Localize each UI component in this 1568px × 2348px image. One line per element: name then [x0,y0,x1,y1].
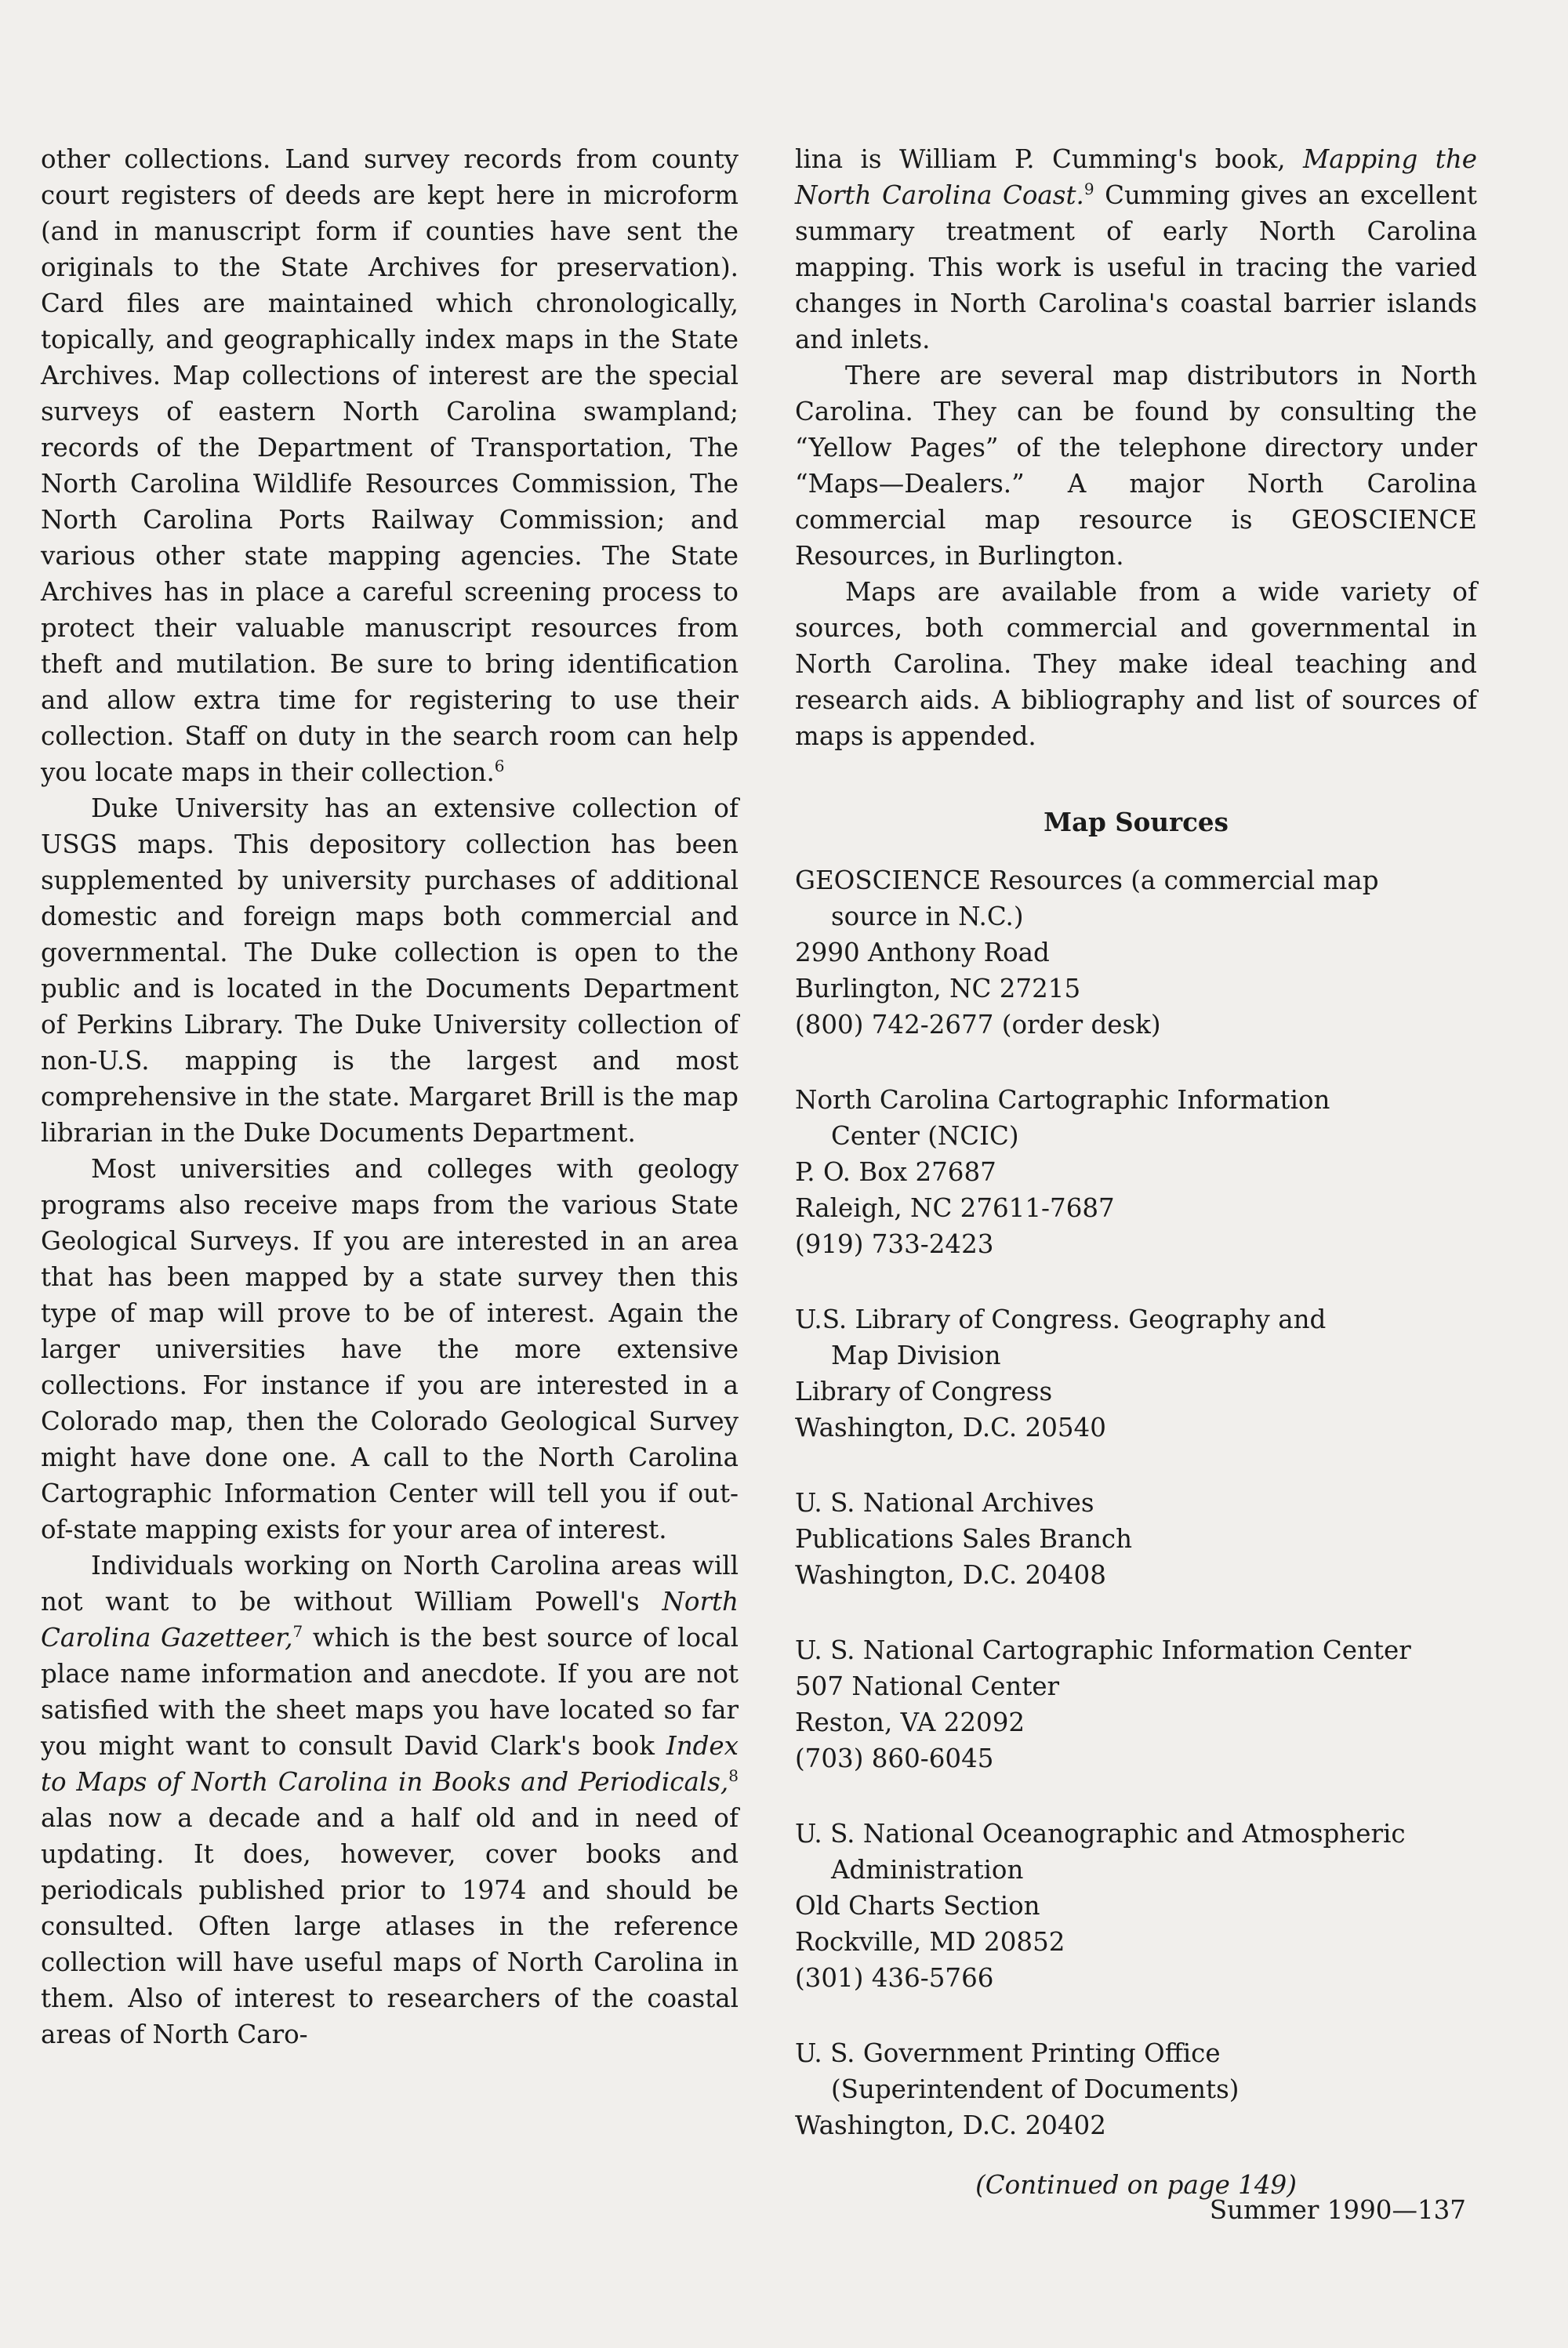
paragraph: other collections. Land survey records from county court registers of deeds are kept here in microform (and in manuscript form if counties have sent the originals to the State Archives for preservation). Card files are maintained which chronologically, topically, and geographically index maps in the State Archives. Map collections of interest are the special surveys of eastern North Carolina swampland; records of the Department of Transportation, The North Carolina Wildlife Resources Commission, The North Carolina Ports Railway Commission; and various other state mapping agencies. The State Archives has in place a careful screening process to protect their valuable manuscript resources from theft and mutilation. Be sure to bring identification and allow extra time for registering to use their collection. Staff on duty in the search room can help you locate maps in their collection.$^6$ [41,144,739,787]
source-entry: U.S. Library of Congress. Geography and Map Division Library of Congress Washington, D.C. 20540 [795,1305,1327,1443]
footnote-ref: 9 [1083,180,1094,199]
continued-note: (Continued on page 149) [975,2170,1297,2200]
paragraph: Duke University has an extensive collection of USGS maps. This depository collection has been supplemented by university purchases of additional domestic and foreign maps both commercial and governmental. The Duke collection is open to the public and is located in the Documents Department of Perkins Library. The Duke University collection of non-U.S. mapping is the largest and most comprehensive in the state. Margaret Brill is the map librarian in the Duke Documents Department. [41,793,739,1148]
source-entry: GEOSCIENCE Resources (a commercial map source in N.C.) 2990 Anthony Road Burlington, NC 27215 (800) 742-2677 (order desk) [795,866,1379,1040]
source-entry: North Carolina Cartographic Information Center (NCIC) P. O. Box 27687 Raleigh, NC 27611-7687 (919) 733-2423 [795,1085,1330,1259]
source-entry: U. S. National Archives Publications Sales Branch Washington, D.C. 20408 [795,1488,1133,1590]
source-entry: U. S. National Cartographic Information Center 507 National Center Reston, VA 22092 (703) 860-6045 [795,1635,1411,1773]
book-title: Index to Maps of North Carolina in Books and Periodicals, [41,1731,739,1797]
book-title: North Carolina Gazetteer, [41,1587,739,1653]
footnote-ref: 8 [728,1766,739,1786]
map-sources-heading: Map Sources [1044,807,1229,837]
left-column [41,141,739,2052]
footnote-ref: 7 [292,1622,303,1642]
right-column [795,141,1477,2203]
book-title: Mapping the North Carolina Coast. [795,144,1477,210]
paragraph: lina is William P. Cumming's book, Mapping the North Carolina Coast.$^9$ Cumming gives an excellent summary treatment of early North Carolina mapping. This work is useful in tracing the varied changes in North Carolina's coastal barrier islands and inlets. [795,144,1477,354]
source-entry: U. S. Government Printing Office (Superintendent of Documents) Washington, D.C. 20402 [795,2038,1240,2140]
paragraph: Individuals working on North Carolina areas will not want to be without William Powell's North Carolina Gazetteer,$^7$ which is the best source of local place name information and anecdote. If you are not satisfied with the sheet maps you have located so far you might want to consult David Clark's book Index to Maps of North Carolina in Books and Periodicals,$^8$ alas now a decade and a half old and in need of updating. It does, however, cover books and periodicals published prior to 1974 and should be consulted. Often large atlases in the reference collection will have useful maps of North Carolina in them. Also of interest to researchers of the coastal areas of North Caro- [41,1551,739,2049]
footnote-ref: 6 [494,757,505,776]
source-entry: U. S. National Oceanographic and Atmospheric Administration Old Charts Section Rockville, MD 20852 (301) 436-5766 [795,1819,1406,1993]
page-folio: Summer 1990—137 [1209,2195,1466,2225]
paragraph: Maps are available from a wide variety of sources, both commercial and governmental in North Carolina. They make ideal teaching and research aids. A bibliography and list of sources of maps is appended. [795,577,1477,751]
paragraph: Most universities and colleges with geology programs also receive maps from the various State Geological Surveys. If you are interested in an area that has been mapped by a state survey then this type of map will prove to be of interest. Again the larger universities have the more extensive collections. For instance if you are interested in a Colorado map, then the Colorado Geological Survey might have done one. A call to the North Carolina Cartographic Information Center will tell you if out-of-state mapping exists for your area of interest. [41,1154,739,1544]
paragraph: There are several map distributors in North Carolina. They can be found by consulting the “Yellow Pages” of the telephone directory under “Maps—Dealers.” A major North Carolina commercial map resource is GEOSCIENCE Resources, in Burlington. [795,361,1477,571]
